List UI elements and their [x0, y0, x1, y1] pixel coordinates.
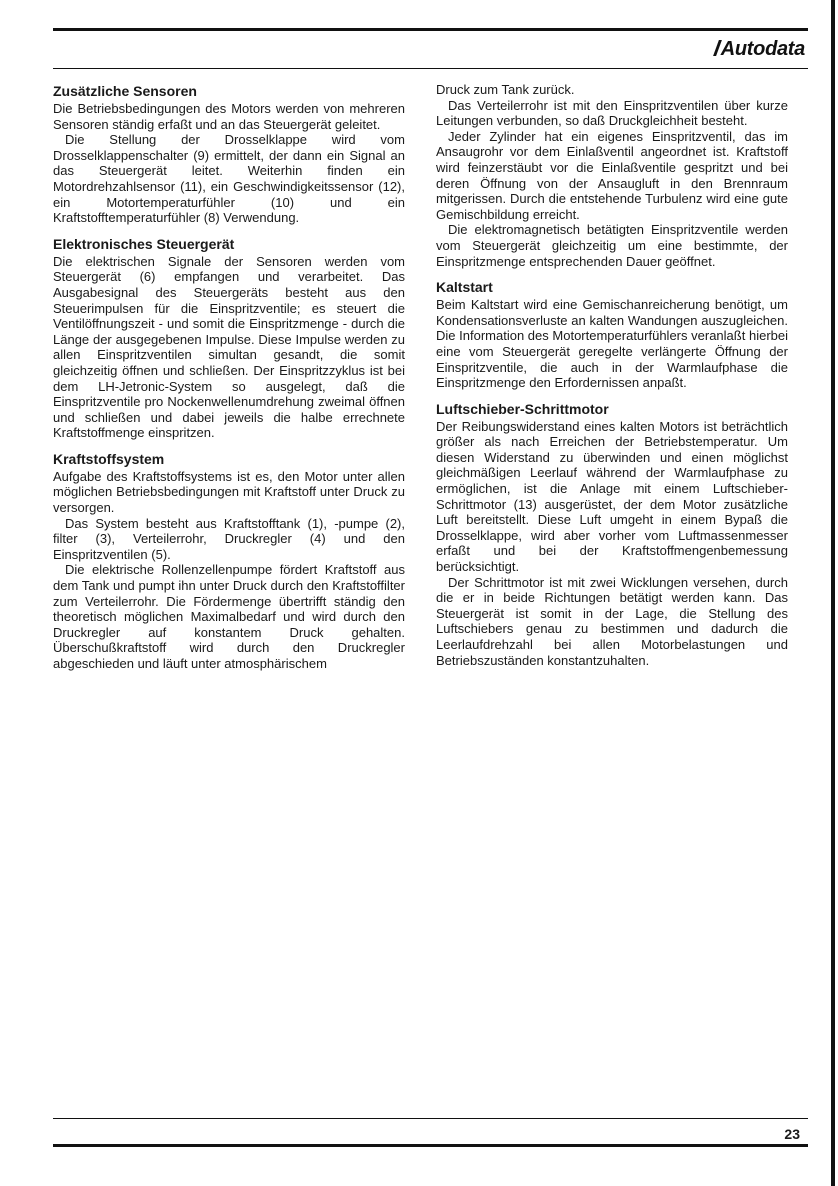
paragraph: Das System besteht aus Kraftstofftank (1), -pumpe (2), filter (3), Verteilerrohr, Druckregler (4) und den Einspritzventilen (5). — [53, 515, 405, 562]
section-luftschieber-schrittmotor — [436, 400, 788, 669]
section-kraftstoffsystem — [53, 450, 405, 672]
paragraph: Druck zum Tank zurück. — [436, 82, 575, 97]
paragraph: Die elektrischen Signale der Sensoren werden vom Steuergerät (6) empfangen und verarbeitet. Das Ausgabesignal des Steuergeräts besteht aus den Steuerimpulsen für die Einspritzventile; es steuert die Ventilöffnungszeit - und somit die Einspritzmenge - durch die Länge der ausgegebenen Impulse. Diese Impulse werden zu allen Einspritzventilen simultan gesandt, die somit gleichzeitig öffnen und schließen. Der Einspritzzyklus ist bei dem LH-Jetronic-System so ausgelegt, daß die Einspritzventile pro Nockenwellenumdrehung zweimal öffnen und schließen und dabei jeweils die halbe errechnete Kraftstoffmenge einspritzen. — [53, 253, 405, 441]
header-rule-top — [53, 28, 808, 31]
section-zusaetzliche-sensoren — [53, 82, 405, 226]
paragraph: Das Verteilerrohr ist mit den Einspritzventilen über kurze Leitungen verbunden, so daß Druckgleichheit besteht. — [436, 97, 788, 129]
section-kaltstart — [436, 278, 788, 391]
paragraph: Die elektromagnetisch betätigten Einspritzventile werden vom Steuergerät gleichzeitig um eine bestimmte, der Einspritzmenge entsprechenden Dauer geöffnet. — [436, 222, 788, 269]
paragraph: Jeder Zylinder hat ein eigenes Einspritzventil, das im Ansaugrohr vor dem Einlaßventil angeordnet ist. Kraftstoff wird feinzerstäubt vor die Einlaßventile gespritzt und bei deren Öffnung von der Ansaugluft in den Brennraum mitgerissen. Durch die entstehende Turbulenz wird eine gute Gemischbildung erreicht. — [436, 128, 788, 222]
paragraph: Die elektrische Rollenzellenpumpe fördert Kraftstoff aus dem Tank und pumpt ihn unter Druck durch den Kraftstoffilter zum Verteilerrohr. Die Fördermenge übertrifft ständig den theoretisch möglichen Maximalbedarf und wird durch den Druckregler auf konstantem Druck gehalten. Überschußkraftstoff wird durch den Druckregler abgeschieden und läuft unter atmosphärischem — [53, 562, 405, 671]
footer-rule-bottom — [53, 1144, 808, 1147]
footer-rule-top — [53, 1118, 808, 1119]
page-number: 23 — [784, 1126, 800, 1142]
brand-logo — [716, 38, 805, 61]
paragraph: Der Schrittmotor ist mit zwei Wicklungen versehen, durch die er in beide Richtungen betätigt werden kann. Das Steuergerät ist somit in der Lage, die Stellung des Luftschiebers genau zu bestimmen und dadurch die Leerlaufdrehzahl bei allen Motorbelastungen und Betriebszuständen konstantzuhalten. — [436, 574, 788, 668]
section-elektronisches-steuergeraet — [53, 235, 405, 441]
brand-text: Autodata — [720, 38, 805, 60]
continued-text — [436, 82, 788, 269]
paragraph: Aufgabe des Kraftstoffsystems ist es, den Motor unter allen möglichen Betriebsbedingungen mit Kraftstoff unter Druck zu versorgen. — [53, 468, 405, 516]
section-heading: Kraftstoffsystem — [53, 450, 165, 467]
section-heading: Zusätzliche Sensoren — [53, 83, 197, 99]
left-column — [53, 82, 405, 681]
paragraph: Beim Kaltstart wird eine Gemischanreicherung benötigt, um Kondensationsverluste an kalten Wandungen auszugleichen. Die Information des Motortemperaturfühlers veranlaßt hierbei eine vom Steuergerät geregelte verlängerte Öffnung der Einspritzventile, die auch in der Warmlaufphase die Einspritzmenge den Erfordernissen anpaßt. — [436, 297, 788, 391]
paragraph: Die Betriebsbedingungen des Motors werden von mehreren Sensoren ständig erfaßt und an das Steuergerät geleitet. — [53, 101, 405, 132]
right-column — [436, 82, 788, 677]
paragraph: Der Reibungswiderstand eines kalten Motors ist beträchtlich größer als nach Erreichen der Betriebstemperatur. Um diesen Widerstand zu überwinden und einen möglichst gleichmäßigen Leerlauf während der Warmlaufphase zu ermöglichen, ist die Anlage mit einem Luftschieber-Schrittmotor (13) ausgerüstet, der dem Motor zusätzliche Luft bereitstellt. Diese Luft umgeht in einem Bypaß die Drosselklappe, wird aber vorher vom Luftmassenmesser erfaßt und bei der Kraftstoffmengenbemessung berücksichtigt. — [436, 418, 788, 575]
header-rule-bottom — [53, 68, 808, 69]
section-heading: Elektronisches Steuergerät — [53, 235, 235, 252]
section-heading: Kaltstart — [436, 279, 493, 296]
paragraph: Die Stellung der Drosselklappe wird vom Drosselklappenschalter (9) ermittelt, der dann ein Signal an das Steuergerät leitet. Weiterhin finden ein Motordrehzahlsensor (11), ein Geschwindigkeitssensor (12), ein Motortemperaturfühler (10) und ein Kraftstofftemperaturfühler (8) Verwendung. — [53, 132, 405, 226]
page-edge-bar — [831, 0, 835, 1186]
section-heading: Luftschieber-Schrittmotor — [436, 400, 609, 417]
